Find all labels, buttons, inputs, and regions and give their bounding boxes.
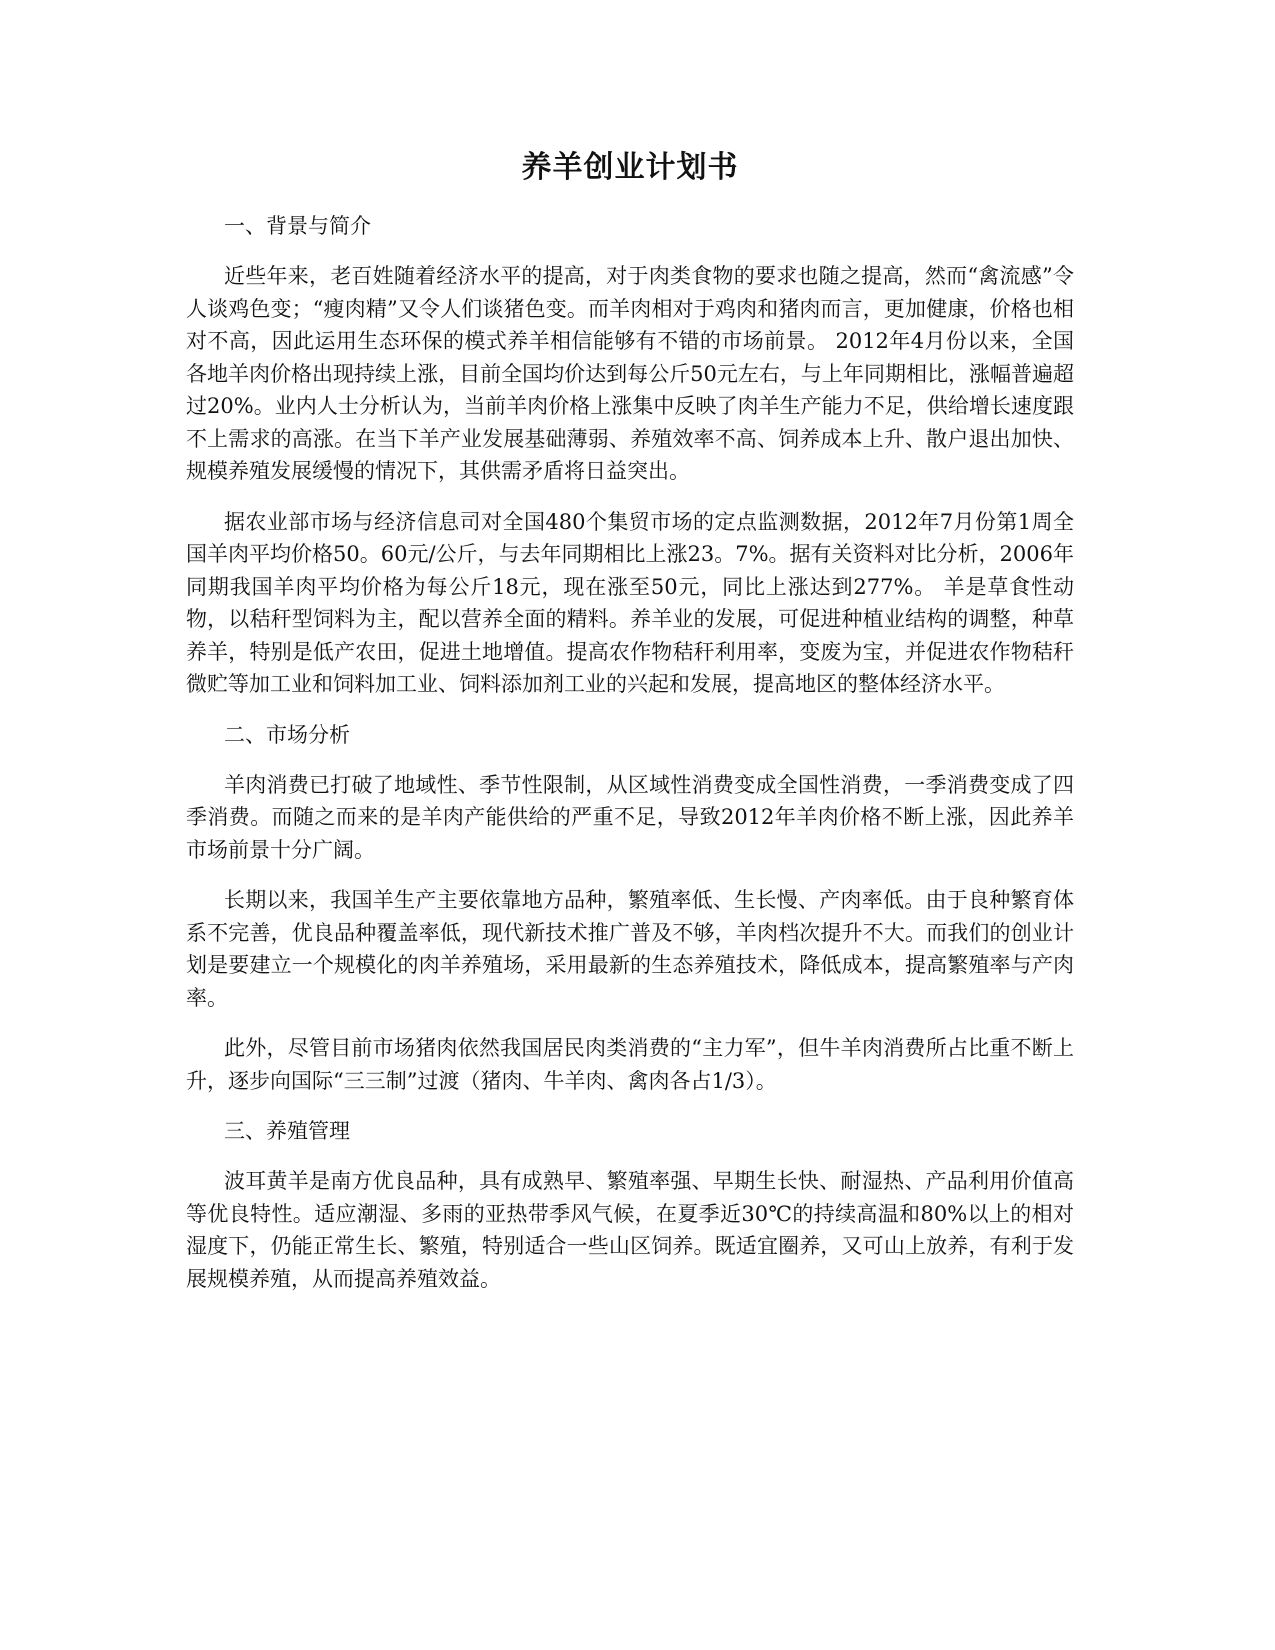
page-title: 养羊创业计划书	[521, 150, 739, 185]
section-background	[186, 210, 1074, 701]
paragraph: 羊肉消费已打破了地域性、季节性限制，从区域性消费变成全国性消费，一季消费变成了四季消费。而随之而来的是羊肉产能供给的严重不足，导致2012年羊肉价格不断上涨，因此养羊市场前景十分广阔。	[186, 772, 1074, 862]
section-breeding-management	[186, 1115, 1074, 1295]
section-heading: 三、养殖管理	[224, 1119, 350, 1143]
paragraph: 长期以来，我国羊生产主要依靠地方品种，繁殖率低、生长慢、产肉率低。由于良种繁育体系不完善，优良品种覆盖率低，现代新技术推广普及不够，羊肉档次提升不大。而我们的创业计划是要建立一个规模化的肉羊养殖场，采用最新的生态养殖技术，降低成本，提高繁殖率与产肉率。	[186, 888, 1074, 1010]
section-heading: 一、背景与简介	[224, 214, 371, 238]
document-body	[186, 148, 1074, 1313]
section-market-analysis	[186, 719, 1074, 1098]
section-heading: 二、市场分析	[224, 722, 350, 747]
paragraph: 据农业部市场与经济信息司对全国480个集贸市场的定点监测数据，2012年7月份第1周全国羊肉平均价格50。60元/公斤，与去年同期相比上涨23。7%。据有关资料对比分析，2006年同期我国羊肉平均价格为每公斤18元，现在涨至50元，同比上涨达到277%。 羊是草食性动物，以秸秆型饲料为主，配以营养全面的精料。养羊业的发展，可促进种植业结构的调整，种草养羊，特别是低产农田，促进土地增值。提高农作物秸秆利用率，变废为宝，并促进农作物秸秆微贮等加工业和饲料加工业、饲料添加剂工业的兴起和发展，提高地区的整体经济水平。	[186, 509, 1074, 696]
paragraph: 此外，尽管目前市场猪肉依然我国居民肉类消费的“主力军”，但牛羊肉消费所占比重不断上升，逐步向国际“三三制”过渡（猪肉、牛羊肉、禽肉各占1/3）。	[186, 1036, 1074, 1093]
paragraph: 波耳黄羊是南方优良品种，具有成熟早、繁殖率强、早期生长快、耐湿热、产品利用价值高等优良特性。适应潮湿、多雨的亚热带季风气候，在夏季近30℃的持续高温和80%以上的相对湿度下，仍能正常生长、繁殖，特别适合一些山区饲养。既适宜圈养，又可山上放养，有利于发展规模养殖，从而提高养殖效益。	[186, 1169, 1074, 1291]
paragraph: 近些年来，老百姓随着经济水平的提高，对于肉类食物的要求也随之提高，然而“禽流感”令人谈鸡色变；“瘦肉精”又令人们谈猪色变。而羊肉相对于鸡肉和猪肉而言，更加健康，价格也相对不高，因此运用生态环保的模式养羊相信能够有不错的市场前景。 2012年4月份以来，全国各地羊肉价格出现持续上涨，目前全国均价达到每公斤50元左右，与上年同期相比，涨幅普遍超过20%。业内人士分析认为，当前羊肉价格上涨集中反映了肉羊生产能力不足，供给增长速度跟不上需求的高涨。在当下羊产业发展基础薄弱、养殖效率不高、饲养成本上升、散户退出加快、规模养殖发展缓慢的情况下，其供需矛盾将日益突出。	[186, 264, 1074, 483]
